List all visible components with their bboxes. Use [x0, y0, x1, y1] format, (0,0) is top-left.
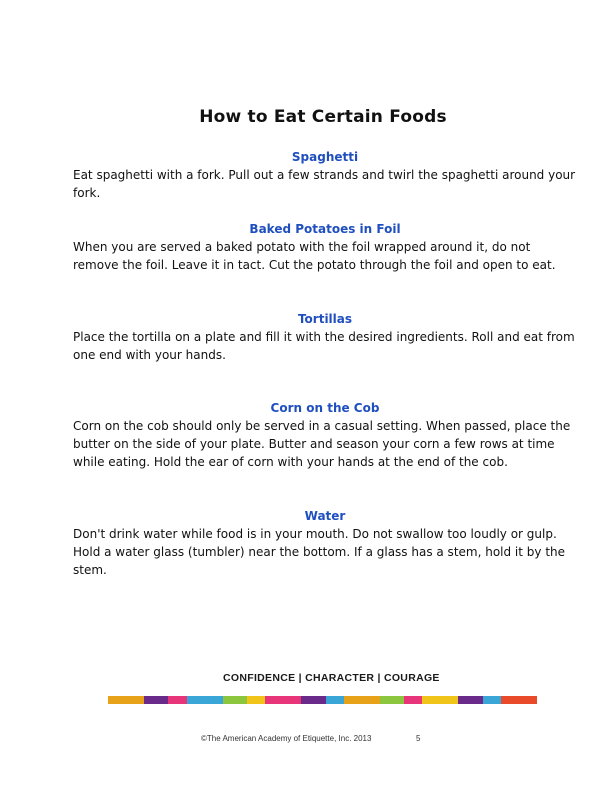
- page-title: How to Eat Certain Foods: [199, 107, 447, 127]
- stripe-segment: [108, 696, 144, 704]
- section-body: Don't drink water while food is in your mouth. Do not swallow too loudly or gulp. Hold a water glass (tumbler) near the bottom. If a glass has a stem, hold it by the stem.: [73, 527, 566, 577]
- section-heading: Baked Potatoes in Foil: [249, 222, 401, 236]
- section-spaghetti: [73, 148, 577, 202]
- section-body: Place the tortilla on a plate and fill it with the desired ingredients. Roll and eat from one end with your hands.: [73, 330, 575, 362]
- decorative-color-stripe: [108, 696, 537, 704]
- stripe-segment: [326, 696, 344, 704]
- stripe-segment: [458, 696, 482, 704]
- stripe-segment: [422, 696, 458, 704]
- footer-copyright: ©The American Academy of Etiquette, Inc. 2013: [201, 734, 372, 743]
- section-body: When you are served a baked potato with the foil wrapped around it, do not remove the foil. Leave it in tact. Cut the potato through the foil and open to eat.: [73, 240, 556, 272]
- section-heading: Water: [304, 509, 346, 523]
- section-body: Eat spaghetti with a fork. Pull out a few strands and twirl the spaghetti around your fork.: [73, 168, 576, 200]
- section-body: Corn on the cob should only be served in a casual setting. When passed, place the butter on the side of your plate. Butter and season your corn a few rows at time while eating. Hold the ear of corn with your hands at the end of the cob.: [73, 419, 571, 469]
- section-baked-potatoes: [73, 220, 577, 274]
- stripe-segment: [501, 696, 537, 704]
- stripe-segment: [344, 696, 380, 704]
- section-corn-on-the-cob: [73, 399, 577, 471]
- stripe-segment: [223, 696, 247, 704]
- stripe-segment: [168, 696, 186, 704]
- stripe-segment: [404, 696, 422, 704]
- section-tortillas: [73, 310, 577, 364]
- stripe-segment: [265, 696, 301, 704]
- section-heading: Corn on the Cob: [270, 401, 380, 415]
- stripe-segment: [483, 696, 501, 704]
- stripe-segment: [380, 696, 404, 704]
- section-water: [73, 507, 577, 579]
- section-heading: Spaghetti: [291, 150, 359, 164]
- stripe-segment: [187, 696, 223, 704]
- stripe-segment: [144, 696, 168, 704]
- stripe-segment: [301, 696, 325, 704]
- section-heading: Tortillas: [297, 312, 353, 326]
- stripe-segment: [247, 696, 265, 704]
- page-number: 5: [416, 734, 421, 743]
- tagline: CONFIDENCE | CHARACTER | COURAGE: [223, 672, 440, 684]
